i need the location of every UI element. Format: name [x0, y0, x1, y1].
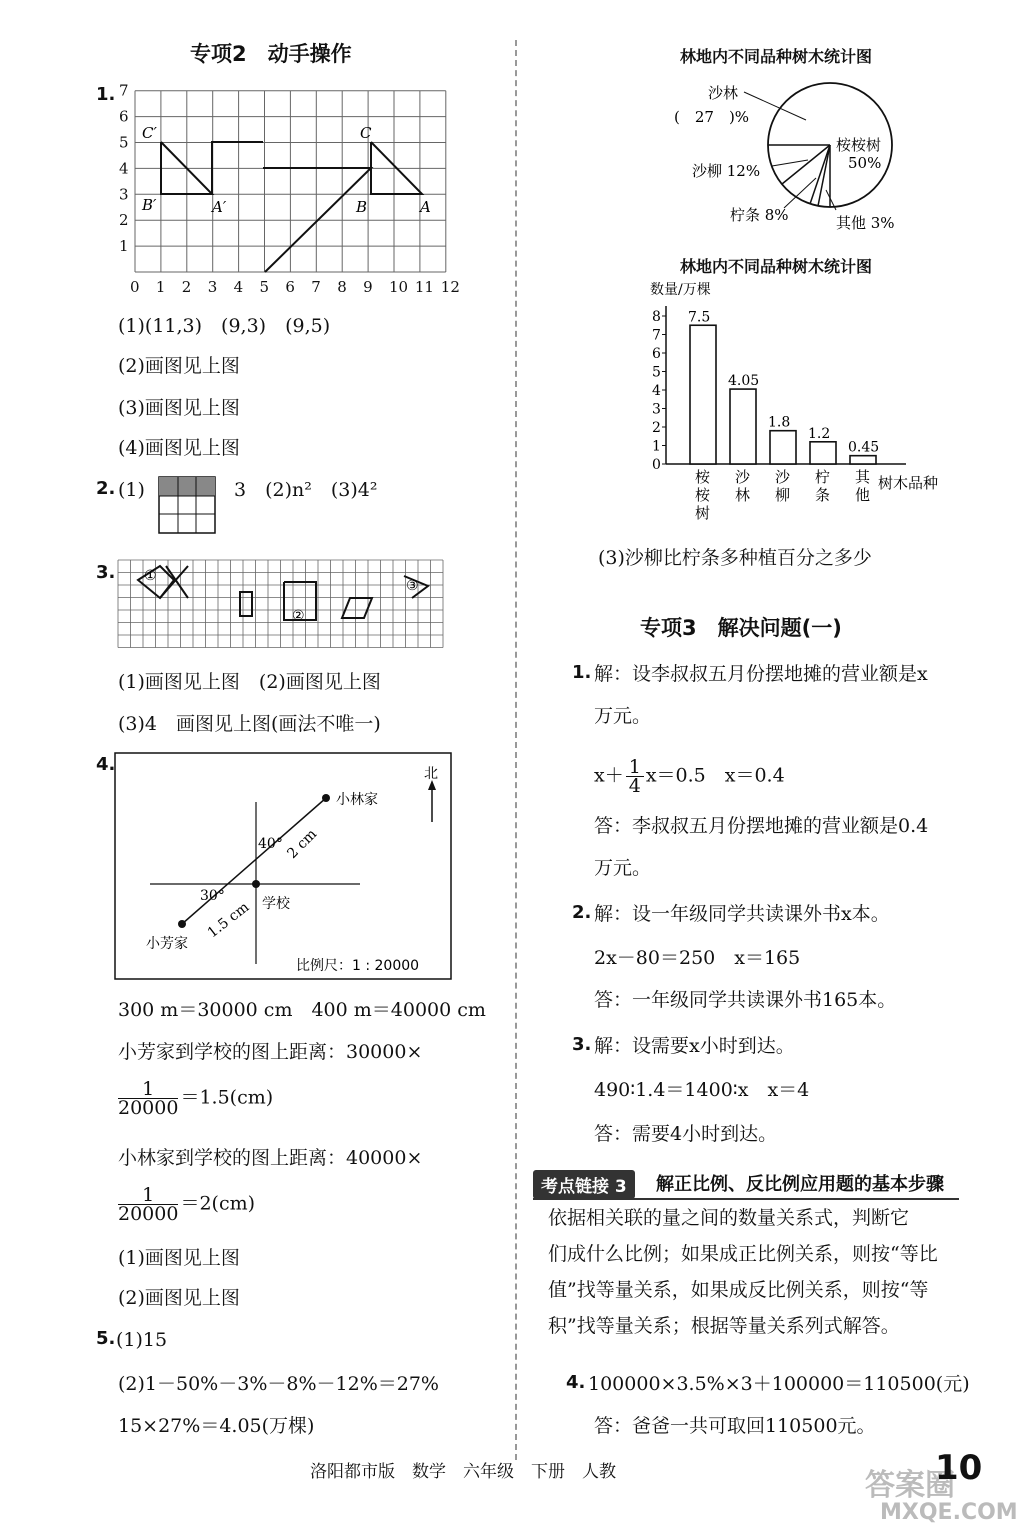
tip-tag: 考点链接 3 — [533, 1170, 635, 1199]
bar-value-label: 0.45 — [848, 439, 880, 456]
frac-denominator: 4 — [628, 775, 641, 797]
s3-line-2: 490∶1.4＝1400∶x x＝4 — [594, 1079, 810, 1101]
q4-line-4: 小林家到学校的图上距离：40000× — [118, 1147, 423, 1169]
y-tick-label: 5 — [119, 133, 129, 152]
q5-part3: (3)沙柳比柠条多种植百分之多少 — [598, 547, 872, 569]
bar-y-tick: 2 — [652, 420, 661, 436]
q4-line-5-result: ＝2(cm) — [180, 1192, 256, 1215]
bar-chart — [610, 276, 970, 526]
bar-y-tick: 0 — [652, 457, 661, 473]
q5-line-1: (1)15 — [116, 1329, 168, 1351]
label-c: C — [360, 124, 372, 142]
bar — [770, 431, 796, 464]
q3-answer-1: (1)画图见上图 (2)画图见上图 — [118, 671, 381, 693]
bar — [810, 442, 836, 464]
s1-number: 1. — [572, 662, 592, 683]
pie-label-shalin-pct: ( 27 )% — [674, 108, 750, 126]
q4-line-5 — [116, 1186, 255, 1223]
q1-answer-1: (1)(11,3) (9,3) (9,5) — [118, 315, 331, 337]
pie-label-ning: 柠条 8% — [730, 206, 789, 224]
x-tick-label: 4 — [233, 278, 244, 295]
pie-title: 林地内不同品种树木统计图 — [680, 47, 873, 66]
watermark-url: MXQE.COM — [880, 1500, 1018, 1525]
bar-value-label: 1.2 — [808, 425, 831, 442]
school-label: 学校 — [262, 896, 290, 912]
page-number: 10 — [935, 1448, 983, 1488]
bar-category-label: 柳 — [775, 486, 791, 504]
bar-value-label: 7.5 — [688, 309, 711, 326]
q3-number: 3. — [96, 562, 116, 583]
s4-line-1: 100000×3.5%×3＋100000＝110500(元) — [588, 1373, 970, 1395]
s1-line-1: 解：设李叔叔五月份摆地摊的营业额是x — [594, 663, 928, 685]
tip-line-3: 值”找等量关系，如果成反比例关系，则按“等 — [548, 1279, 929, 1301]
y-tick-label: 6 — [119, 107, 129, 126]
section-title-2: 专项2 动手操作 — [190, 42, 352, 66]
s1-eq-b: x＝0.5 x＝0.4 — [645, 764, 785, 787]
q1-answer-3: (3)画图见上图 — [118, 397, 240, 419]
s1-equation — [594, 758, 785, 795]
footer-text: 洛阳都市版 数学 六年级 下册 人教 — [310, 1462, 616, 1482]
q1-answer-4: (4)画图见上图 — [118, 437, 240, 459]
x-tick-label: 10 — [389, 278, 409, 295]
q4-answer-2: (2)画图见上图 — [118, 1287, 240, 1309]
label-c1: C′ — [142, 124, 157, 142]
section-title-3: 专项3 解决问题(一) — [640, 616, 842, 640]
q2-number: 2. — [96, 478, 116, 499]
q1-answer-2: (2)画图见上图 — [118, 355, 240, 377]
bar-ylabel: 数量/万棵 — [650, 282, 711, 298]
tip-line-1: 依据相关联的量之间的数量关系式，判断它 — [548, 1207, 910, 1229]
s2-number: 2. — [572, 902, 592, 923]
scale-label: 比例尺：1 : 20000 — [296, 958, 420, 974]
s1-line-4: 答：李叔叔五月份摆地摊的营业额是0.4 — [594, 815, 929, 837]
marker-1: ① — [144, 568, 157, 584]
frac-denominator: 20000 — [118, 1203, 179, 1225]
q5-line-3: 15×27%＝4.05(万棵) — [118, 1415, 315, 1437]
x-tick-label: 9 — [363, 278, 373, 295]
bar-y-tick: 5 — [652, 364, 661, 381]
coordinate-grid — [110, 80, 470, 295]
bar-category-label: 树 — [695, 504, 711, 522]
s2-line-3: 答：一年级同学共读课外书165本。 — [594, 989, 897, 1011]
north-label: 北 — [424, 766, 438, 782]
marker-2: ② — [292, 608, 305, 624]
label-b1: B′ — [142, 196, 157, 214]
x-tick-label: 5 — [259, 278, 270, 295]
q4-line-2: 小芳家到学校的图上距离：30000× — [118, 1041, 423, 1063]
bar-category-label: 桉 — [695, 486, 711, 504]
bar-y-tick: 4 — [652, 383, 661, 399]
y-tick-label: 7 — [119, 81, 129, 100]
bar-category-label: 他 — [855, 486, 871, 504]
s3-line-3: 答：需要4小时到达。 — [594, 1123, 778, 1145]
y-tick-label: 3 — [119, 185, 129, 204]
s4-line-2: 答：爸爸一共可取回110500元。 — [594, 1415, 876, 1437]
q4-line-3 — [116, 1080, 273, 1117]
q4-line-3-result: ＝1.5(cm) — [180, 1086, 274, 1109]
y-tick-label: 1 — [119, 237, 129, 256]
pie-label-shaliu: 沙柳 12% — [692, 162, 761, 180]
pie-label-an-pct: 50% — [848, 154, 882, 172]
watermark-logo: 答案圈 — [865, 1468, 955, 1503]
angle-40: 40° — [258, 836, 283, 852]
bar-category-label: 条 — [815, 486, 831, 504]
x-tick-label: 0 — [130, 278, 140, 295]
q1-number: 1. — [96, 84, 116, 105]
q3-answer-2: (3)4 画图见上图(画法不唯一) — [118, 713, 381, 735]
dist-2cm: 2 cm — [284, 826, 321, 862]
s2-line-1: 解：设一年级同学共读课外书x本。 — [594, 903, 890, 925]
x-tick-label: 6 — [285, 278, 295, 295]
bar-category-label: 沙 — [735, 468, 751, 486]
bar — [850, 456, 876, 464]
square-grid-figure — [158, 476, 216, 536]
x-tick-label: 11 — [414, 278, 434, 295]
frac-denominator: 20000 — [118, 1097, 179, 1119]
q4-number: 4. — [96, 754, 116, 775]
tip-line-4: 积”找等量关系；根据等量关系列式解答。 — [548, 1315, 900, 1337]
bar-category-label: 其 — [855, 468, 871, 486]
marker-3: ③ — [406, 578, 419, 594]
bar-y-tick: 8 — [652, 309, 661, 325]
q4-answer-1: (1)画图见上图 — [118, 1247, 240, 1269]
x-tick-label: 3 — [207, 278, 218, 295]
pie-label-shalin: 沙林 — [708, 84, 739, 102]
bar-value-label: 1.8 — [768, 414, 791, 431]
y-tick-label: 2 — [119, 211, 129, 230]
s4-number: 4. — [566, 1372, 586, 1393]
q2-part1: (1) — [118, 479, 145, 501]
pie-label-qita: 其他 3% — [836, 214, 895, 232]
s1-eq-a: x＋ — [594, 764, 624, 787]
label-a: A — [420, 198, 431, 216]
pie-chart — [660, 70, 920, 240]
s1-line-5: 万元。 — [594, 857, 652, 879]
s1-line-2: 万元。 — [594, 705, 652, 727]
x-tick-label: 1 — [155, 278, 166, 295]
q5-number: 5. — [96, 1328, 116, 1349]
bar-category-label: 柠 — [815, 468, 831, 486]
frac-numerator: 1 — [118, 1080, 178, 1099]
bar-y-tick: 3 — [652, 401, 661, 418]
tip-title: 解正比例、反比例应用题的基本步骤 — [656, 1174, 944, 1195]
bar-y-tick: 7 — [652, 327, 661, 344]
bar-y-tick: 6 — [652, 346, 661, 362]
x-tick-label: 12 — [440, 278, 460, 295]
label-b: B — [356, 198, 368, 216]
label-a1: A′ — [212, 198, 227, 216]
bar — [730, 389, 756, 464]
angle-30: 30° — [200, 888, 225, 904]
s2-line-2: 2x－80＝250 x＝165 — [594, 947, 801, 969]
tip-line-2: 们成什么比例；如果成正比例关系，则按“等比 — [548, 1243, 938, 1265]
bar — [690, 325, 716, 464]
frac-numerator: 1 — [118, 1186, 178, 1205]
bar-y-tick: 1 — [652, 438, 661, 455]
pie-label-an: 桉桉树 — [836, 136, 882, 154]
lin-home-label: 小林家 — [336, 792, 378, 808]
bar-xlabel: 树木品种 — [878, 474, 939, 492]
q5-line-2: (2)1－50%－3%－8%－12%＝27% — [118, 1373, 439, 1395]
q4-line-1: 300 m＝30000 cm 400 m＝40000 cm — [118, 999, 486, 1021]
x-tick-label: 2 — [181, 278, 192, 295]
bar-category-label: 桉 — [695, 468, 711, 486]
bar-category-label: 沙 — [775, 468, 791, 486]
s3-line-1: 解：设需要x小时到达。 — [594, 1035, 795, 1057]
bar-value-label: 4.05 — [728, 373, 760, 390]
y-tick-label: 4 — [119, 159, 129, 178]
x-tick-label: 8 — [337, 278, 347, 295]
column-divider — [515, 40, 517, 1460]
s3-number: 3. — [572, 1034, 592, 1055]
fang-home-label: 小芳家 — [146, 936, 188, 952]
frac-numerator: 1 — [626, 758, 644, 777]
bar-category-label: 林 — [735, 486, 751, 504]
map-figure — [114, 752, 452, 980]
bar-title: 林地内不同品种树木统计图 — [680, 257, 873, 276]
dist-15cm: 1.5 cm — [204, 899, 253, 942]
x-tick-label: 7 — [311, 278, 321, 295]
q2-part2: 3 (2)n² (3)4² — [234, 479, 378, 501]
transform-grid — [116, 558, 446, 658]
